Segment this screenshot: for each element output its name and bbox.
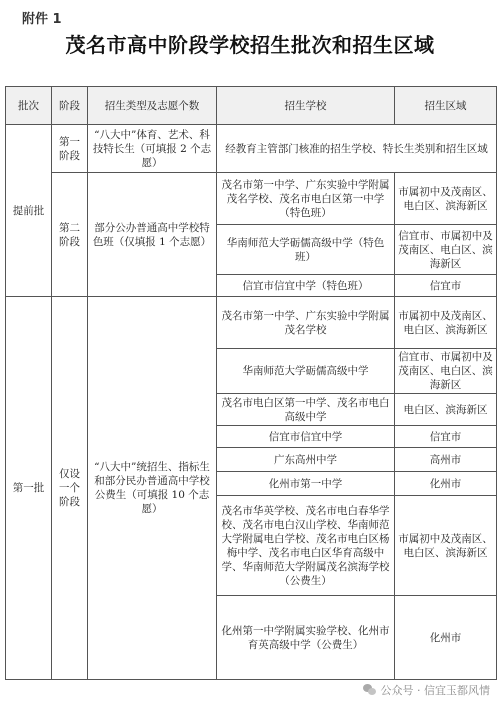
stage-early-1: 第一阶段 bbox=[52, 125, 88, 173]
type-first: “八大中”统招生、指标生和部分民办普通高中学校公费生（可填报 10 个志愿） bbox=[88, 297, 217, 680]
header-region: 招生区域 bbox=[395, 87, 497, 125]
batch-first: 第一批 bbox=[6, 297, 52, 680]
table-header-row bbox=[6, 87, 497, 125]
type-early-2: 部分公办普通高中学校特色班（仅填报 1 个志愿） bbox=[88, 173, 217, 297]
merged-early-1: 经教育主管部门核准的招生学校、特长生类别和招生区域 bbox=[217, 125, 497, 173]
school-cell: 茂名市第一中学、广东实验中学附属茂名学校、茂名市电白区第一中学（特色班） bbox=[217, 173, 395, 225]
table-row bbox=[6, 173, 497, 225]
school-cell: 茂名市华英学校、茂名市电白春华学校、茂名市电白汉山学校、华南师范大学附属电白学校、茂名市电白区杨梅中学、茂名市电白区华育高级中学、华南师范大学附属茂名滨海学校（公费生） bbox=[217, 496, 395, 596]
table-row bbox=[6, 297, 497, 349]
region-cell: 高州市 bbox=[395, 448, 497, 472]
enrollment-table bbox=[5, 86, 497, 680]
batch-early: 提前批 bbox=[6, 125, 52, 297]
wechat-icon bbox=[363, 684, 377, 696]
region-cell: 市属初中及茂南区、电白区、滨海新区 bbox=[395, 496, 497, 596]
table-row bbox=[6, 125, 497, 173]
school-cell: 化州第一中学附属实验学校、化州市育英高级中学（公费生） bbox=[217, 596, 395, 680]
region-cell: 信宜市、市属初中及茂南区、电白区、滨海新区 bbox=[395, 349, 497, 394]
school-cell: 广东高州中学 bbox=[217, 448, 395, 472]
region-cell: 信宜市 bbox=[395, 275, 497, 297]
header-stage: 阶段 bbox=[52, 87, 88, 125]
school-cell: 信宜市信宜中学 bbox=[217, 426, 395, 448]
school-cell: 信宜市信宜中学（特色班） bbox=[217, 275, 395, 297]
school-cell: 化州市第一中学 bbox=[217, 472, 395, 496]
region-cell: 化州市 bbox=[395, 596, 497, 680]
attachment-label: 附件 1 bbox=[22, 12, 62, 27]
stage-early-2: 第二阶段 bbox=[52, 173, 88, 297]
school-cell: 茂名市电白区第一中学、茂名市电白高级中学 bbox=[217, 394, 395, 426]
region-cell: 信宜市 bbox=[395, 426, 497, 448]
region-cell: 信宜市、市属初中及茂南区、电白区、滨海新区 bbox=[395, 225, 497, 275]
stage-first: 仅设一个阶段 bbox=[52, 297, 88, 680]
header-type: 招生类型及志愿个数 bbox=[88, 87, 217, 125]
header-school: 招生学校 bbox=[217, 87, 395, 125]
region-cell: 化州市 bbox=[395, 472, 497, 496]
type-early-1: “八大中”体育、艺术、科技特长生（可填报 2 个志愿） bbox=[88, 125, 217, 173]
school-cell: 茂名市第一中学、广东实验中学附属茂名学校 bbox=[217, 297, 395, 349]
watermark-label: 公众号 · 信宜玉都风情 bbox=[380, 684, 490, 697]
school-cell: 华南师范大学砺儒高级中学（特色班） bbox=[217, 225, 395, 275]
school-cell: 华南师范大学砺儒高级中学 bbox=[217, 349, 395, 394]
header-batch: 批次 bbox=[6, 87, 52, 125]
watermark bbox=[363, 682, 491, 698]
region-cell: 电白区、滨海新区 bbox=[395, 394, 497, 426]
region-cell: 市属初中及茂南区、电白区、滨海新区 bbox=[395, 297, 497, 349]
page-title: 茂名市高中阶段学校招生批次和招生区域 bbox=[65, 33, 435, 57]
region-cell: 市属初中及茂南区、电白区、滨海新区 bbox=[395, 173, 497, 225]
